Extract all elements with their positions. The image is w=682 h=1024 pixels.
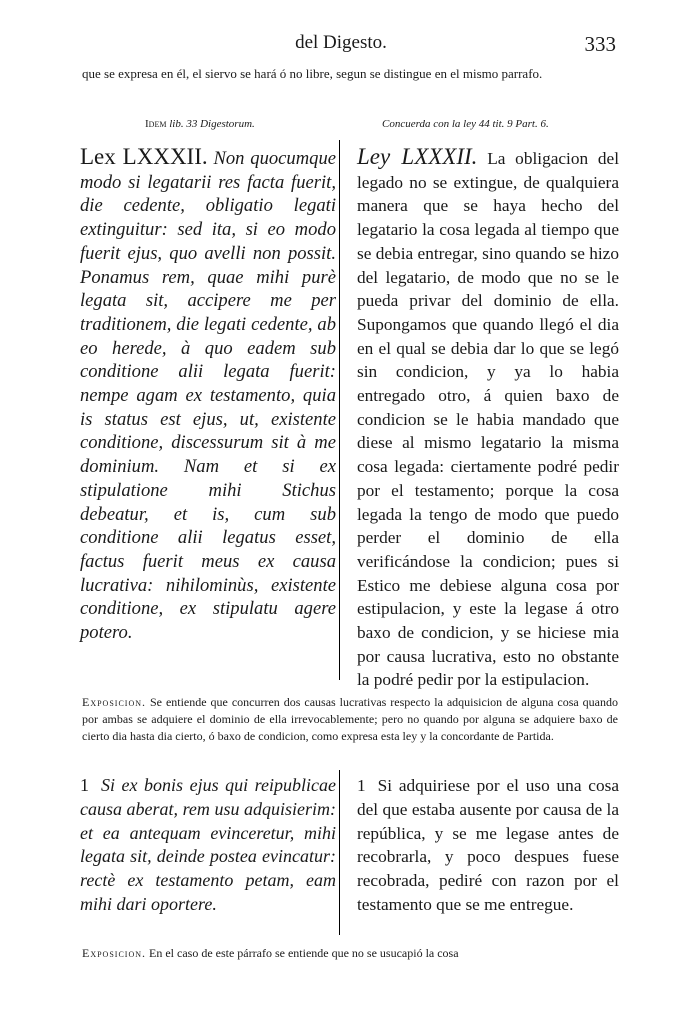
spanish-paragraph-1	[357, 774, 619, 917]
lex-number: Lex LXXXII.	[80, 144, 208, 169]
exposicion-note-2	[82, 945, 618, 962]
ley-body: La obligacion del legado no se extingue, de qualquiera manera que se haya hecho del legatario la cosa legada al tiempo que se debia entregar, sino quando se hizo del legatario, de modo que no se le pueda privar del dominio de ella. Supongamos que quando llegó el dia en el qual se debia dar lo que se legó sin condicion, y ya lo habia entregado otro, á quien baxo de condicion se le habia mandado que diese al mismo legatario la misma cosa legada: ciertamente podré pedir por el testamento; porque la cosa legada la tengo de modo que puedo perder el dominio de ella verificándose la condicion; pues si Estico me debiese alguna cosa por estipulacion, y este la legase á otro baxo de condicion, y se hiciese mia por causa lucrativa, esto no obstante la podré pedir por la estipulacion.	[357, 149, 620, 690]
paragraph-number: 1	[80, 775, 89, 795]
latin-column-heading	[145, 118, 255, 130]
spanish-law-text	[357, 145, 619, 692]
column-divider-2	[339, 770, 340, 935]
intro-paragraph: que se expresa en él, el siervo se hará ó no libre, segun se distingue en el mismo parrafo.	[82, 66, 543, 81]
latin-paragraph-1	[80, 774, 336, 917]
exposicion-text: En el caso de este párrafo se entiende que no se usucapió la cosa	[146, 946, 459, 960]
running-title: del Digesto.	[295, 32, 387, 53]
exposicion-note	[82, 694, 618, 745]
latin-paragraph-text: Si ex bonis ejus qui reipublicae causa aberat, rem usu adquisierim: et ea antequam evinceretur, mihi legata sit, deinde postea evincatur: rectè ex testamento petam, eam mihi dari oportere.	[80, 775, 336, 914]
page-number: 333	[584, 32, 616, 56]
exposicion-text: Se entiende que concurren dos causas lucrativas respecto la adquisicion de alguna cosa quando por ambas se adquiere el dominio de ella irrevocablemente; pero no quando por alguna se adquiere baxo de cierto dia hasta dia cierto, ó baxo de condicion, como expresa esta ley y la concordante de Partida.	[82, 695, 618, 743]
column-divider	[339, 140, 340, 680]
latin-law-text	[80, 145, 336, 645]
spanish-paragraph-text: Si adquiriese por el uso una cosa del que estaba ausente por causa de la república, y se me legase antes de recobrarla, y poco despues fuese recobrada, pediré con razon por el testamento que se me entregue.	[357, 776, 619, 914]
spanish-column-heading: Concuerda con la ley 44 tit. 9 Part. 6.	[382, 118, 549, 130]
exposicion-label: Exposicion.	[82, 695, 147, 709]
heading-label: Idem	[145, 118, 167, 130]
paragraph-number: 1	[357, 776, 366, 795]
lex-body: Non quocumque modo si legatarii res facta fuerit, die cedente, obligatio legati extinguitur: sed ita, si eo modo fuerit ejus, quo avelli non possit. Ponamus rem, quae mihi purè legata sit, accipere me per traditionem, die legati cedente, ab eo herede, à quo eadem sub conditione alii legata fuerit: nempe agam ex testamento, quia is status est ejus, ut, existente conditione, discessurum sit à me dominium. Nam et si ex stipulatione mihi Stichus debeatur, et is, cum sub conditione alii legatus esset, factus fuerit meus ex causa lucrativa: nihilominùs, existente conditione, ex stipulatu agere potero.	[80, 148, 336, 644]
exposicion-label: Exposicion.	[82, 946, 147, 960]
heading-text: lib. 33 Digestorum.	[166, 118, 255, 130]
ley-number: Ley LXXXII.	[357, 144, 478, 169]
